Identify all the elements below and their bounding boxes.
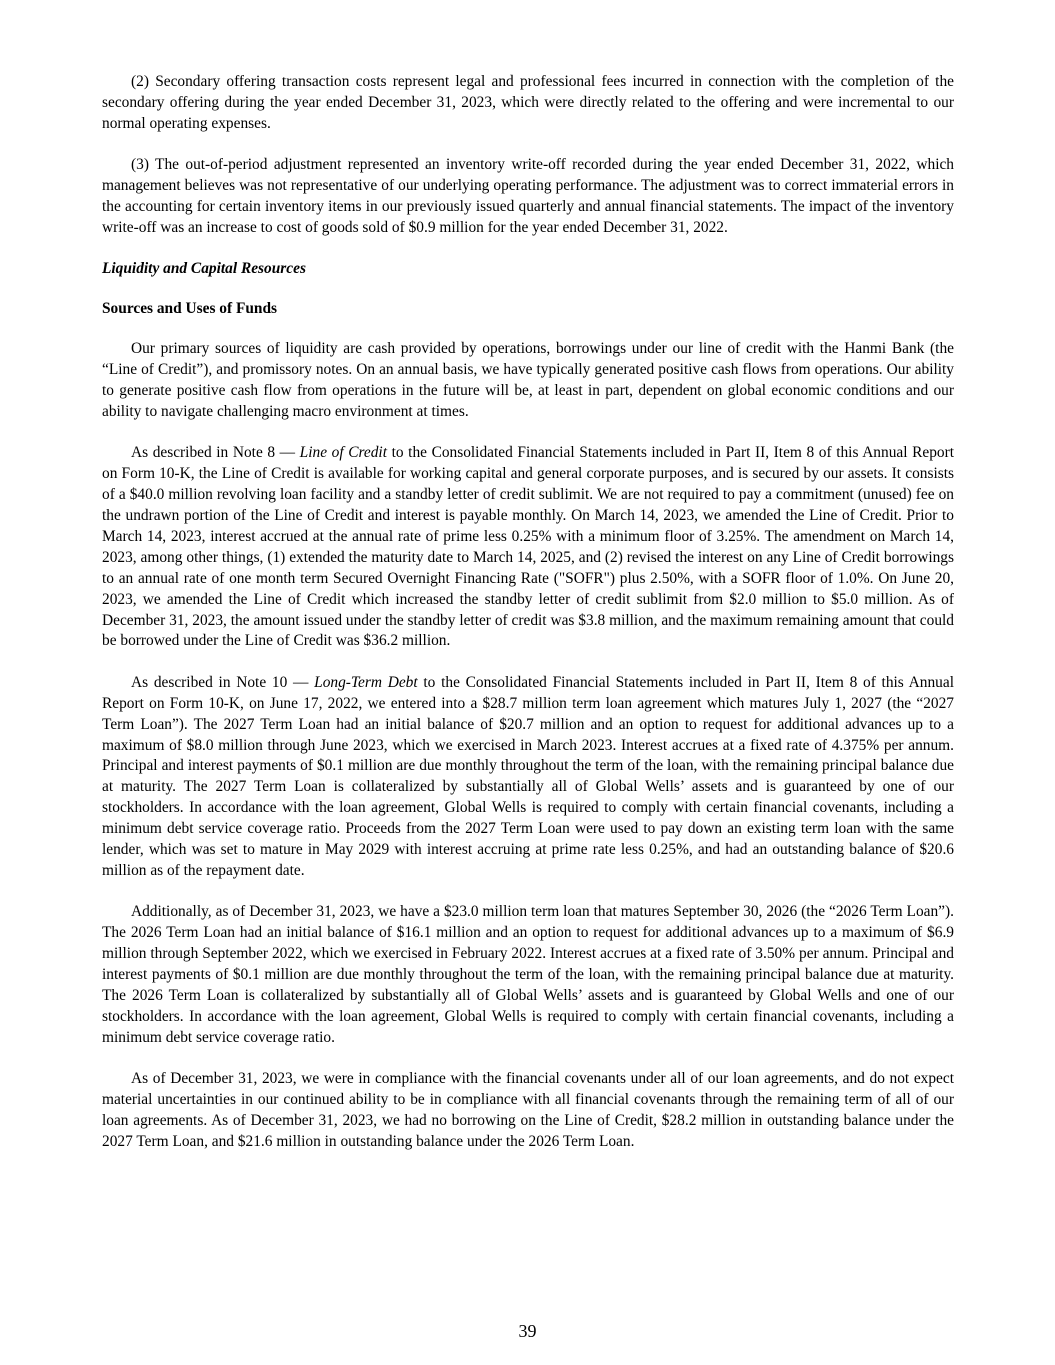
paragraph-2026-term-loan: Additionally, as of December 31, 2023, we have a $23.0 million term loan that matures September 30, 2026 (the “2026 Term Loan”). The 2026 Term Loan had an initial balance of $16.1 million and an option to request for additional advances up to a maximum of $6.9 million through September 2022, which we exercised in February 2022. Interest accrues at a fixed rate of 3.50% per annum. Principal and interest payments of $0.1 million are due monthly throughout the term of the loan, with the remaining principal balance due at maturity. The 2026 Term Loan is collateralized by substantially all of Global Wells’ assets and is guaranteed by Global Wells and one of our stockholders. In accordance with the loan agreement, Global Wells is required to comply with certain financial covenants, including a minimum debt service coverage ratio.	[102, 903, 954, 1046]
paragraph-line-of-credit	[102, 443, 954, 652]
paragraph-line-of-credit-intro: As described in Note 8 —	[131, 444, 300, 462]
paragraph-2027-term-loan-intro: As described in Note 10 —	[131, 673, 315, 691]
paragraph-liquidity-sources: Our primary sources of liquidity are cash provided by operations, borrowings under our line of credit with the Hanmi Bank (the “Line of Credit”), and promissory notes. On an annual basis, we have typically generated positive cash flows from operations. Our ability to generate positive cash flow from operations in the future will be, at least in part, dependent on global economic conditions and our ability to navigate challenging macro environment at times.	[102, 340, 954, 420]
note-reference-line-of-credit: Line of Credit	[299, 444, 387, 462]
section-title: Liquidity and Capital Resources	[102, 260, 306, 278]
footnote-2: (2) Secondary offering transaction costs represent legal and professional fees incurred in connection with the completion of the secondary offering during the year ended December 31, 2023, which were directly related to the offering and were incremental to our normal operating expenses.	[102, 73, 954, 132]
note-reference-long-term-debt: Long-Term Debt	[314, 673, 418, 691]
paragraph-2027-term-loan-body: to the Consolidated Financial Statements included in Part II, Item 8 of this Annual Report on Form 10-K, on June 17, 2022, we entered into a $28.7 million term loan agreement which matures July 1, 2027 (the “2027 Term Loan”). The 2027 Term Loan had an initial balance of $20.7 million and an option to request for additional advances up to a maximum of $8.0 million through June 2023, which we exercised in March 2023. Interest accrues at a fixed rate of 4.375% per annum. Principal and interest payments of $0.1 million are due monthly throughout the term of the loan, with the remaining principal balance due at maturity. The 2027 Term Loan is collateralized by substantially all of Global Wells’ assets and is guaranteed by one of our stockholders. In accordance with the loan agreement, Global Wells is required to comply with certain financial covenants, including a minimum debt service coverage ratio. Proceeds from the 2027 Term Loan were used to pay down an existing term loan with the same lender, which was set to mature in May 2029 with interest accruing at prime rate less 0.25%, and had an outstanding balance of $20.6 million as of the repayment date.	[102, 673, 954, 879]
page-number: 39	[518, 1321, 537, 1341]
paragraph-line-of-credit-body: to the Consolidated Financial Statements included in Part II, Item 8 of this Annual Report on Form 10-K, the Line of Credit is available for working capital and general corporate purposes, and is secured by our assets. It consists of a $40.0 million revolving loan facility and a standby letter of credit sublimit. We are not required to pay a commitment (unused) fee on the undrawn portion of the Line of Credit and interest is payable monthly. On March 14, 2023, we amended the Line of Credit. Prior to March 14, 2023, interest accrued at the annual rate of prime less 0.25% with a minimum floor of 3.25%. The amendment on March 14, 2023, among other things, (1) extended the maturity date to March 14, 2025, and (2) revised the interest on any Line of Credit borrowings to an annual rate of one month term Secured Overnight Financing Rate ("SOFR") plus 2.50%, with a SOFR floor of 1.0%. On June 20, 2023, we amended the Line of Credit which increased the standby letter of credit sublimit from $2.0 million to $5.0 million. As of December 31, 2023, the amount issued under the standby letter of credit was $3.8 million, and the maximum remaining amount that could be borrowed under the Line of Credit was $36.2 million.	[102, 444, 954, 650]
footnote-3: (3) The out-of-period adjustment represented an inventory write-off recorded during the year ended December 31, 2022, which management believes was not representative of our underlying operating performance. The adjustment was to correct immaterial errors in the accounting for certain inventory items in our previously issued quarterly and annual financial statements. The impact of the inventory write-off was an increase to cost of goods sold of $0.9 million for the year ended December 31, 2022.	[102, 156, 954, 236]
paragraph-covenant-compliance: As of December 31, 2023, we were in compliance with the financial covenants under all of our loan agreements, and do not expect material uncertainties in our continued ability to be in compliance with all financial covenants through the remaining term of all of our loan agreements. As of December 31, 2023, we had no borrowing on the Line of Credit, $28.2 million in outstanding balance under the 2027 Term Loan, and $21.6 million in outstanding balance under the 2026 Term Loan.	[102, 1070, 954, 1150]
paragraph-2027-term-loan	[102, 673, 954, 882]
section-subtitle: Sources and Uses of Funds	[102, 300, 278, 318]
document-page	[102, 72, 954, 1173]
